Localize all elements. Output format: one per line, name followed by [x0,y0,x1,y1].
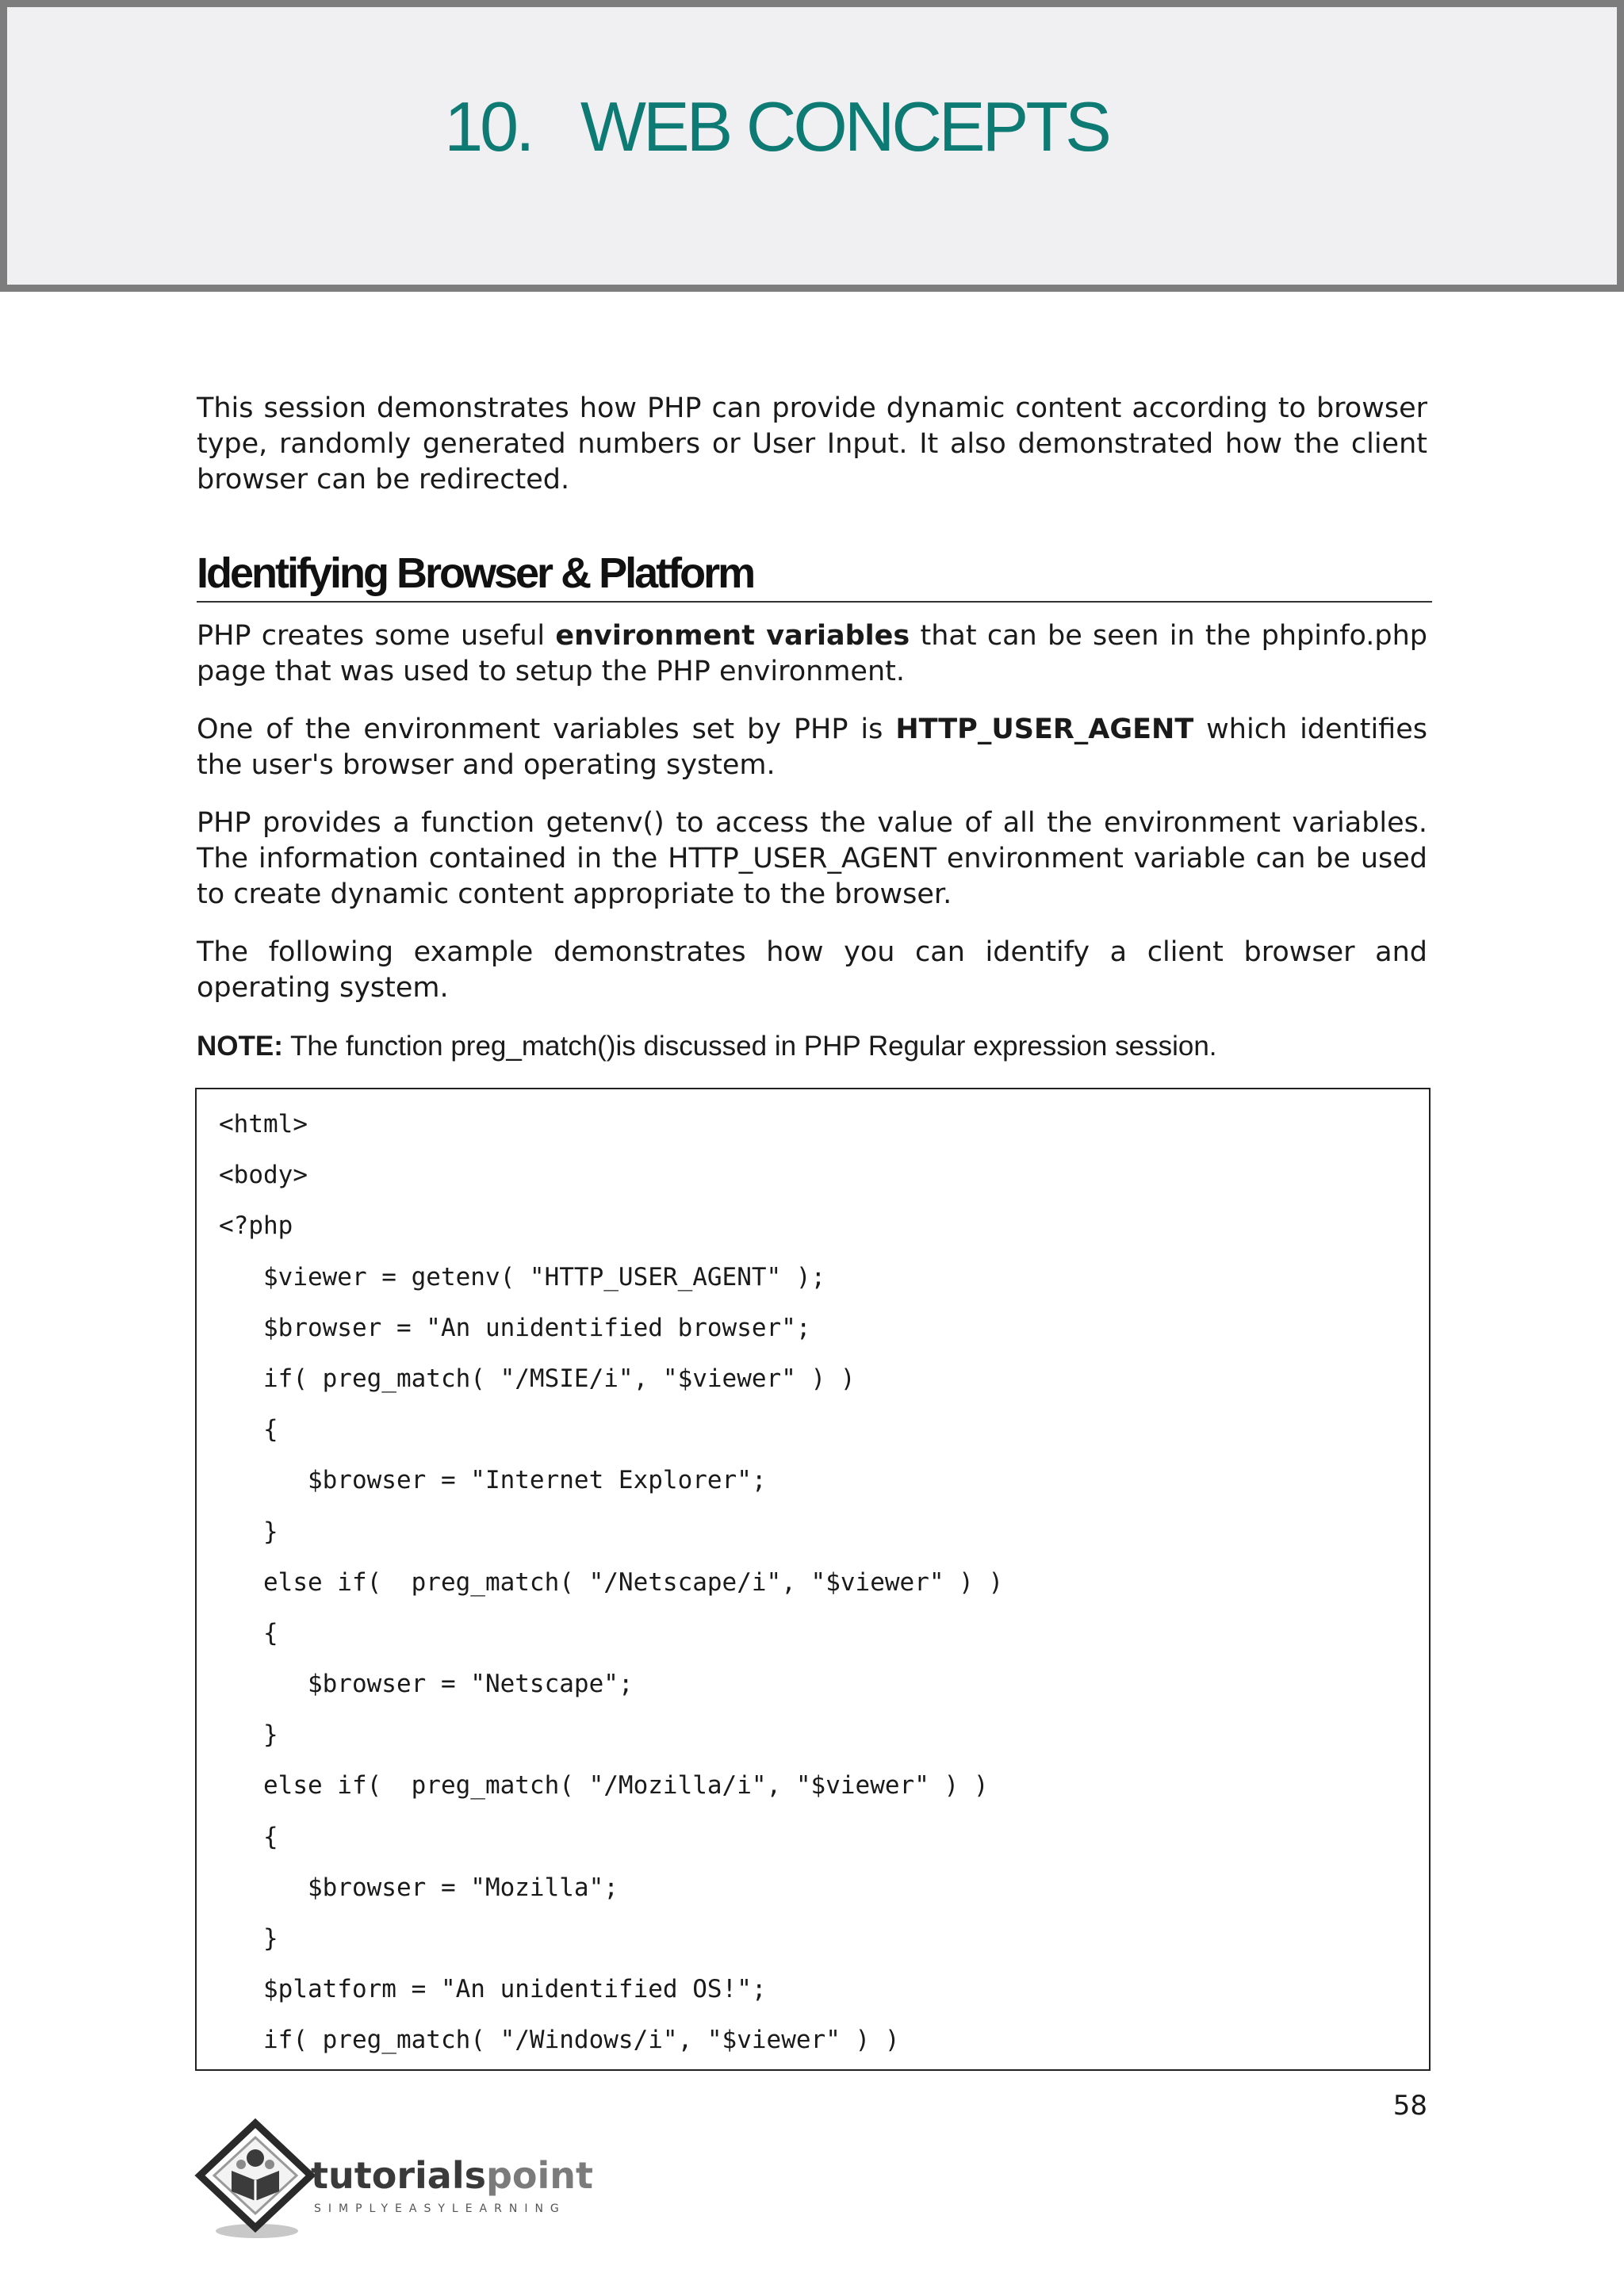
code-line: $browser = "An unidentified browser"; [219,1313,811,1342]
chapter-number: 10. [444,87,532,166]
code-block [195,1088,1431,2071]
code-line: } [219,1924,278,1953]
bold-user-agent: HTTP_USER_AGENT [895,714,1194,745]
note-line [197,1028,1427,1064]
code-line: { [219,1822,278,1851]
section-body [197,618,1427,1064]
code-line: <?php [219,1211,293,1241]
code-line: { [219,1618,278,1647]
note-label: NOTE: [197,1031,283,1062]
intro-block [197,391,1427,498]
code-line: else if( preg_match( "/Netscape/i", "$viewer" ) ) [219,1567,1004,1597]
chapter-title-text: WEB CONCEPTS [580,87,1109,166]
logo-tagline: SIMPLYEASYLEARNING [314,2202,566,2215]
code-line: $viewer = getenv( "HTTP_USER_AGENT" ); [219,1262,826,1292]
logo-graphic [193,2118,606,2245]
chapter-header [0,0,1624,292]
logo-person-icon [247,2149,264,2167]
code-line: if( preg_match( "/Windows/i", "$viewer" ) ) [219,2026,900,2055]
code-line: if( preg_match( "/MSIE/i", "$viewer" ) ) [219,1364,856,1393]
code-line: <body> [219,1161,308,1190]
code-line: $browser = "Netscape"; [219,1670,634,1699]
code-line: } [219,1517,278,1546]
page-number: 58 [1392,2090,1427,2122]
code-line: $browser = "Internet Explorer"; [219,1466,767,1495]
chapter-title [7,86,1545,167]
code-line: $platform = "An unidentified OS!"; [219,1975,767,2004]
paragraph-user-agent: One of the environment variables set by PHP is HTTP_USER_AGENT which identifies the user's browser and operating system. [197,714,1427,781]
code-line: } [219,1720,278,1750]
bold-env-vars: environment variables [555,620,910,652]
code-line: { [219,1415,278,1445]
code-line: <html> [219,1110,308,1138]
code-line: $browser = "Mozilla"; [219,1873,619,1902]
code-line: else if( preg_match( "/Mozilla/i", "$viewer" ) ) [219,1771,989,1800]
paragraph-example-intro: The following example demonstrates how you can identify a client browser and operating system. [197,936,1427,1004]
note-text: The function preg_match()is discussed in PHP Regular expression session. [282,1031,1217,1062]
tutorialspoint-logo [193,2118,606,2245]
section-heading: Identifying Browser & Platform [197,545,1432,603]
logo-brand-text: tutorialspoint [311,2154,594,2197]
paragraph-getenv: PHP provides a function getenv() to access the value of all the environment variables. The information contained in the HTTP_USER_AGENT environment variable can be used to create dynamic content appropriate to the browser. [197,807,1427,910]
intro-paragraph: This session demonstrates how PHP can provide dynamic content according to browser type, randomly generated numbers or User Input. It also demonstrated how the client browser can be redirected. [197,392,1427,496]
paragraph-env-vars: PHP creates some useful environment variables that can be seen in the phpinfo.php page that was used to setup the PHP environment. [197,620,1428,687]
